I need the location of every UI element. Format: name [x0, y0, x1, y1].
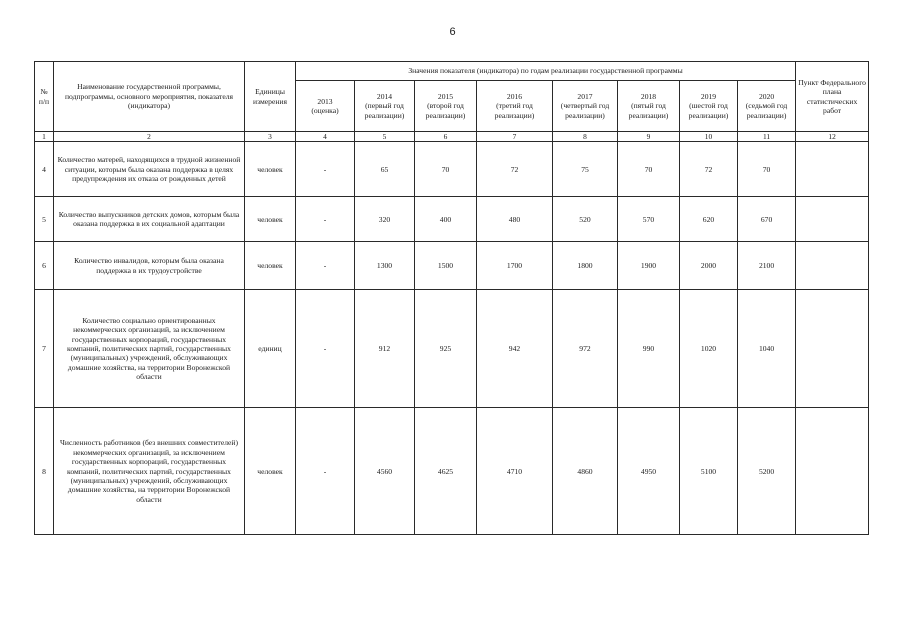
table-row	[35, 290, 869, 408]
value-cell: -	[296, 242, 355, 290]
unit-cell: человек	[245, 197, 296, 242]
value-cell: 70	[738, 142, 796, 197]
header-year-note: (первый год реализации)	[364, 101, 405, 120]
value-cell: 400	[415, 197, 477, 242]
table-row	[35, 142, 869, 197]
column-number: 8	[553, 132, 618, 142]
row-number: 7	[35, 290, 54, 408]
value-cell: 620	[680, 197, 738, 242]
value-cell: 1900	[618, 242, 680, 290]
value-cell: 72	[477, 142, 553, 197]
header-year-note: (второй год реализации)	[425, 101, 466, 120]
header-year-2013	[296, 81, 355, 132]
value-cell: 925	[415, 290, 477, 408]
row-number: 8	[35, 408, 54, 535]
header-year-note: (шестой год реализации)	[688, 101, 729, 120]
column-number: 6	[415, 132, 477, 142]
header-year-2019	[680, 81, 738, 132]
column-number: 5	[355, 132, 415, 142]
header-year-label: 2018	[640, 91, 657, 101]
row-number: 4	[35, 142, 54, 197]
table-row	[35, 197, 869, 242]
row-number: 5	[35, 197, 54, 242]
header-num: № п/п	[35, 62, 54, 132]
value-cell: 2000	[680, 242, 738, 290]
column-number: 12	[796, 132, 869, 142]
value-cell: 320	[355, 197, 415, 242]
column-number: 2	[54, 132, 245, 142]
federal-plan-cell	[796, 242, 869, 290]
indicator-name: Количество инвалидов, которым была оказана поддержка в их трудоустройстве	[54, 242, 245, 290]
value-cell: 72	[680, 142, 738, 197]
value-cell: 670	[738, 197, 796, 242]
column-number: 1	[35, 132, 54, 142]
column-number: 11	[738, 132, 796, 142]
value-cell: -	[296, 290, 355, 408]
header-year-label: 2019	[700, 91, 717, 101]
federal-plan-cell	[796, 142, 869, 197]
value-cell: 70	[415, 142, 477, 197]
value-cell: 942	[477, 290, 553, 408]
value-cell: 4950	[618, 408, 680, 535]
federal-plan-cell	[796, 290, 869, 408]
value-cell: 5200	[738, 408, 796, 535]
column-number: 7	[477, 132, 553, 142]
header-year-note: (четвертый год реализации)	[560, 101, 610, 120]
federal-plan-cell	[796, 197, 869, 242]
value-cell: 5100	[680, 408, 738, 535]
value-cell: 4560	[355, 408, 415, 535]
header-year-note: (пятый год реализации)	[628, 101, 669, 120]
header-year-label: 2014	[376, 91, 393, 101]
value-cell: -	[296, 142, 355, 197]
header-year-label: 2015	[437, 91, 454, 101]
header-year-2015	[415, 81, 477, 132]
value-cell: 1020	[680, 290, 738, 408]
value-cell: 1700	[477, 242, 553, 290]
value-cell: 70	[618, 142, 680, 197]
header-year-label: 2017	[577, 91, 593, 101]
value-cell: -	[296, 197, 355, 242]
value-cell: 65	[355, 142, 415, 197]
value-cell: 520	[553, 197, 618, 242]
row-number: 6	[35, 242, 54, 290]
page-number: 6	[449, 26, 456, 38]
header-year-2018	[618, 81, 680, 132]
unit-cell: человек	[245, 142, 296, 197]
header-values-group: Значения показателя (индикатора) по годам реализации государственной программы	[296, 62, 796, 81]
header-federal-plan: Пункт Федерального плана статистических работ	[796, 62, 869, 132]
column-number: 3	[245, 132, 296, 142]
header-year-label: 2016	[506, 91, 523, 101]
indicator-name: Количество выпускников детских домов, которым была оказана поддержка в их социальной адаптации	[54, 197, 245, 242]
value-cell: 1500	[415, 242, 477, 290]
table-row	[35, 408, 869, 535]
indicator-name: Численность работников (без внешних совместителей) некоммерческих организаций, за исключением государственных корпораций, государственных компаний, политических партий, государственных (муниципальных) учреждений, обслуживающих домашние хозяйства, на территории Воронежской области	[54, 408, 245, 535]
value-cell: -	[296, 408, 355, 535]
value-cell: 4710	[477, 408, 553, 535]
federal-plan-cell	[796, 408, 869, 535]
header-year-label: 2013	[317, 96, 333, 106]
table-row	[35, 242, 869, 290]
header-year-2014	[355, 81, 415, 132]
value-cell: 972	[553, 290, 618, 408]
value-cell: 4860	[553, 408, 618, 535]
indicator-name: Количество социально ориентированных некоммерческих организаций, за исключением государственных корпораций, государственных компаний, политических партий, государственных (муниципальных) учреждений, обслуживающих домашние хозяйства, на территории Воронежской области	[54, 290, 245, 408]
unit-cell: человек	[245, 408, 296, 535]
value-cell: 4625	[415, 408, 477, 535]
column-number: 9	[618, 132, 680, 142]
value-cell: 990	[618, 290, 680, 408]
value-cell: 1040	[738, 290, 796, 408]
value-cell: 1300	[355, 242, 415, 290]
indicator-name: Количество матерей, находящихся в трудной жизненной ситуации, которым была оказана поддержка в целях предупреждения их отказа от рожденных детей	[54, 142, 245, 197]
header-year-note: (седьмой год реализации)	[745, 101, 788, 120]
value-cell: 480	[477, 197, 553, 242]
column-number-row	[35, 132, 869, 142]
value-cell: 75	[553, 142, 618, 197]
table-body	[35, 142, 869, 535]
header-year-2020	[738, 81, 796, 132]
value-cell: 912	[355, 290, 415, 408]
value-cell: 1800	[553, 242, 618, 290]
unit-cell: человек	[245, 242, 296, 290]
header-unit: Единицы измерения	[245, 62, 296, 132]
header-year-note: (оценка)	[311, 106, 339, 115]
header-name: Наименование государственной программы, подпрограммы, основного мероприятия, показателя (индикатора)	[54, 62, 245, 132]
header-year-2017	[553, 81, 618, 132]
header-year-label: 2020	[758, 91, 775, 101]
value-cell: 570	[618, 197, 680, 242]
indicators-table	[34, 61, 869, 535]
column-number: 10	[680, 132, 738, 142]
unit-cell: единиц	[245, 290, 296, 408]
column-number: 4	[296, 132, 355, 142]
header-year-note: (третий год реализации)	[494, 101, 535, 120]
value-cell: 2100	[738, 242, 796, 290]
header-year-2016	[477, 81, 553, 132]
